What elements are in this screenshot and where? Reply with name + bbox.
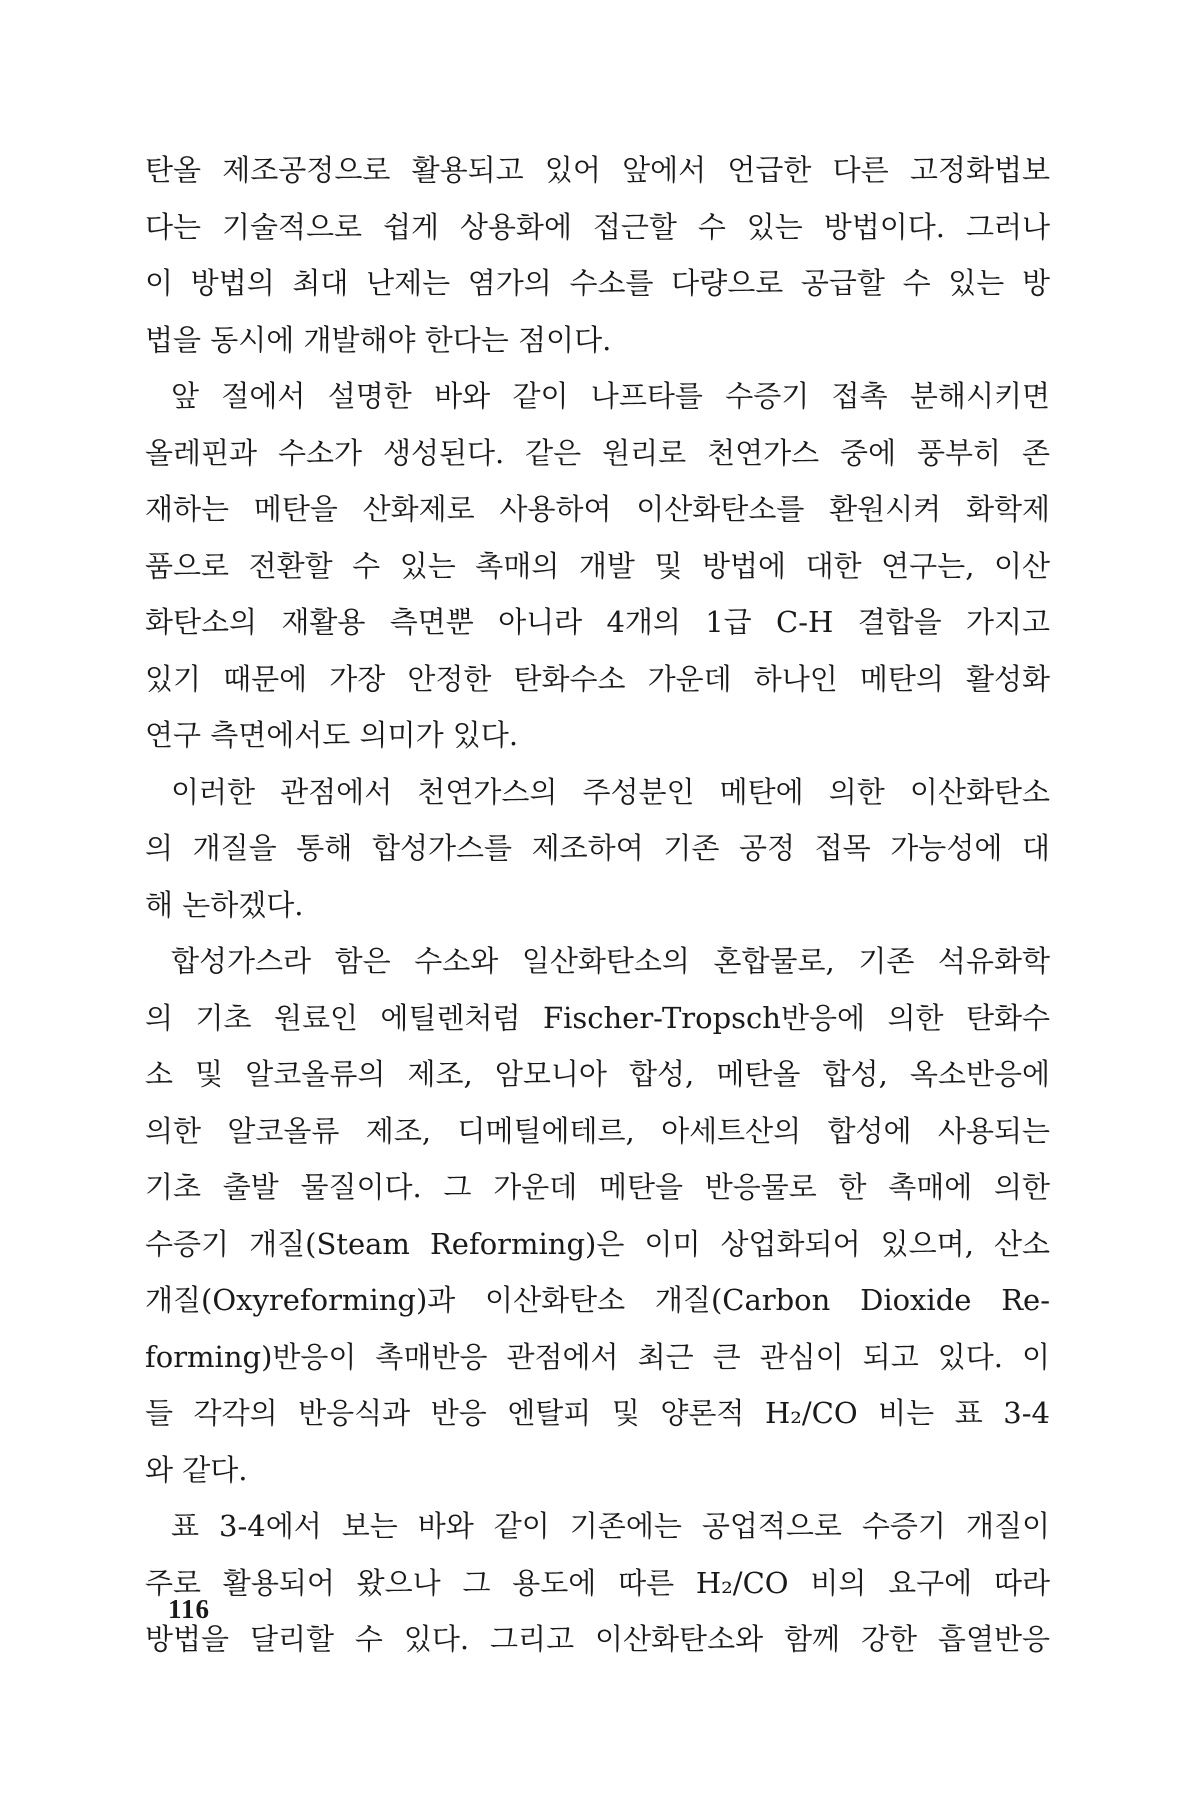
- text-line: 의한 알코올류 제조, 디메틸에테르, 아세트산의 합성에 사용되는: [145, 1113, 1050, 1148]
- text-line: 품으로 전환할 수 있는 촉매의 개발 및 방법에 대한 연구는, 이산: [145, 548, 1050, 583]
- text-line: 이러한 관점에서 천연가스의 주성분인 메탄에 의한 이산화탄소: [171, 774, 1050, 809]
- text-line: 의 기초 원료인 에틸렌처럼 Fischer-Tropsch반응에 의한 탄화수: [145, 1000, 1050, 1035]
- text-line: 법을 동시에 개발해야 한다는 점이다.: [145, 322, 612, 357]
- text-line: 화탄소의 재활용 측면뿐 아니라 4개의 1급 C-H 결합을 가지고: [145, 605, 1050, 639]
- text-line: 올레핀과 수소가 생성된다. 같은 원리로 천연가스 중에 풍부히 존: [145, 435, 1050, 470]
- text-line: 개질(Oxyreforming)과 이산화탄소 개질(Carbon Dioxide Re-: [145, 1283, 1050, 1317]
- text-line: 방법을 달리할 수 있다. 그리고 이산화탄소와 함께 강한 흡열반응: [145, 1622, 1050, 1656]
- text-line: 재하는 메탄을 산화제로 사용하여 이산화탄소를 환원시켜 화학제: [145, 492, 1050, 526]
- text-line: 와 같다.: [145, 1452, 248, 1487]
- text-line: 해 논하겠다.: [145, 887, 304, 922]
- text-line: 의 개질을 통해 합성가스를 제조하여 기존 공정 접목 가능성에 대: [145, 831, 1050, 865]
- text-line: 이 방법의 최대 난제는 염가의 수소를 다량으로 공급할 수 있는 방: [145, 266, 1050, 300]
- text-line: 주로 활용되어 왔으나 그 용도에 따른 H₂/CO 비의 요구에 따라: [145, 1565, 1050, 1600]
- text-line: 탄올 제조공정으로 활용되고 있어 앞에서 언급한 다른 고정화법보: [145, 153, 1050, 187]
- text-line: 있기 때문에 가장 안정한 탄화수소 가운데 하나인 메탄의 활성화: [145, 661, 1050, 696]
- text-line: forming)반응이 촉매반응 관점에서 최근 큰 관심이 되고 있다. 이: [145, 1339, 1050, 1374]
- text-line: 앞 절에서 설명한 바와 같이 나프타를 수증기 접촉 분해시키면: [171, 379, 1050, 413]
- body-text: [145, 142, 1050, 1668]
- text-line: 수증기 개질(Steam Reforming)은 이미 상업화되어 있으며, 산소: [145, 1226, 1050, 1261]
- text-line: 소 및 알코올류의 제조, 암모니아 합성, 메탄올 합성, 옥소반응에: [145, 1057, 1050, 1091]
- page-number: 116: [168, 1594, 211, 1624]
- text-line: 들 각각의 반응식과 반응 엔탈피 및 양론적 H₂/CO 비는 표 3-4: [145, 1396, 1050, 1430]
- text-line: 연구 측면에서도 의미가 있다.: [145, 718, 519, 752]
- text-line: 다는 기술적으로 쉽게 상용화에 접근할 수 있는 방법이다. 그러나: [145, 209, 1050, 244]
- text-line: 표 3-4에서 보는 바와 같이 기존에는 공업적으로 수증기 개질이: [171, 1509, 1050, 1543]
- text-line: 합성가스라 함은 수소와 일산화탄소의 혼합물로, 기존 석유화학: [171, 944, 1050, 978]
- text-line: 기초 출발 물질이다. 그 가운데 메탄을 반응물로 한 촉매에 의한: [145, 1170, 1050, 1204]
